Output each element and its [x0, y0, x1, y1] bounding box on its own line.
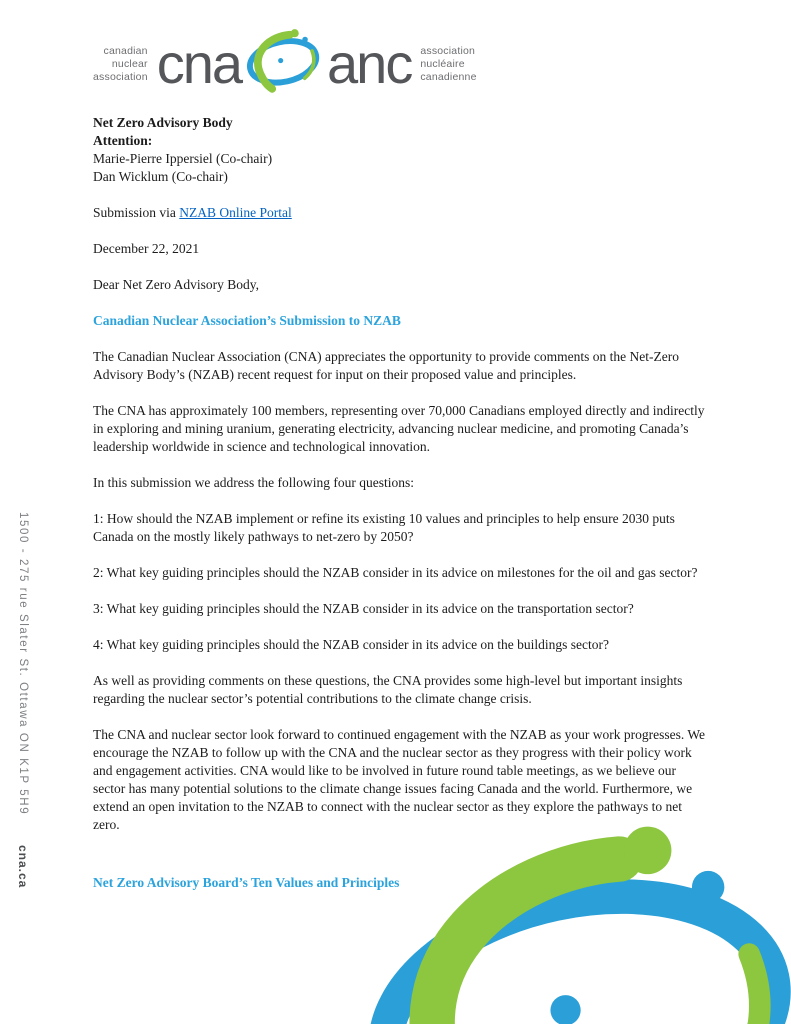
sidebar-address: 1500 - 275 rue Slater St. Ottawa ON K1P 5H9 [17, 512, 29, 816]
question-item: 1: How should the NZAB implement or refine its existing 10 values and principles to help ensure 2030 puts Canada on the mostly likely pathways to net-zero by 2050? [93, 511, 675, 544]
logo-right-line: association [420, 44, 476, 57]
salutation: Dear Net Zero Advisory Body, [93, 277, 259, 292]
logo-right-line: nucléaire [420, 57, 465, 70]
sidebar-website: cna.ca [16, 845, 30, 889]
cochair-line: Marie-Pierre Ippersiel (Co-chair) [93, 151, 273, 166]
logo-left-line: association [93, 70, 148, 83]
attention-label: Attention: [93, 133, 153, 148]
recipient-name: Net Zero Advisory Body [93, 115, 233, 130]
logo-left-line: nuclear [111, 57, 148, 70]
logo-left-text [93, 45, 148, 84]
cna-logo [93, 33, 477, 95]
section-heading-submission: Canadian Nuclear Association’s Submission to NZAB [93, 313, 401, 328]
atom-graphic-large [345, 805, 791, 1024]
logo-right-line: canadienne [420, 70, 477, 83]
paragraph: The CNA and nuclear sector look forward to continued engagement with the NZAB as your work progresses. We encourage the NZAB to follow up with the CNA and the nuclear sector as they progress with their policy work and engagement activities. CNA would like to be involved in future round table meetings, as we believe our sector has many potential solutions to the climate change issues facing Canada and the world. Furthermore, we extend an open invitation to the NZAB to connect with the nuclear sector as they explore the pathways to net zero. [93, 727, 706, 832]
paragraph: The Canadian Nuclear Association (CNA) appreciates the opportunity to provide comments on the Net-Zero Advisory Body’s (NZAB) recent request for input on their proposed value and principles. [93, 349, 679, 382]
logo-anc-wordmark: anc [327, 32, 412, 95]
questions-list [93, 510, 707, 654]
logo-left-line: canadian [103, 44, 148, 57]
recipient-block [93, 114, 707, 186]
submission-prefix: Submission via [93, 205, 180, 220]
paragraph: The CNA has approximately 100 members, representing over 70,000 Canadians employed directly and indirectly in exploring and mining uranium, generating electricity, advancing nuclear medicine, and promoting Canada’s leadership worldwide in science and technological innovation. [93, 403, 705, 454]
atom-icon [243, 25, 325, 95]
section-heading-values: Net Zero Advisory Board’s Ten Values and Principles [93, 875, 400, 890]
letter-date: December 22, 2021 [93, 241, 200, 256]
question-item: 2: What key guiding principles should the NZAB consider in its advice on milestones for the oil and gas sector? [93, 565, 698, 580]
paragraph: In this submission we address the following four questions: [93, 475, 414, 490]
paragraph: As well as providing comments on these questions, the CNA provides some high-level but important insights regarding the nuclear sector’s potential contributions to the climate change crisis. [93, 673, 683, 706]
cochair-line: Dan Wicklum (Co-chair) [93, 169, 228, 184]
logo-cna-wordmark: cna [156, 32, 242, 95]
letter-body [93, 114, 707, 910]
question-item: 3: What key guiding principles should the NZAB consider in its advice on the transportation sector? [93, 601, 634, 616]
logo-right-text [420, 45, 476, 84]
nzab-portal-link[interactable]: NZAB Online Portal [179, 205, 292, 220]
question-item: 4: What key guiding principles should the NZAB consider in its advice on the buildings sector? [93, 637, 610, 652]
submission-line [93, 204, 707, 222]
